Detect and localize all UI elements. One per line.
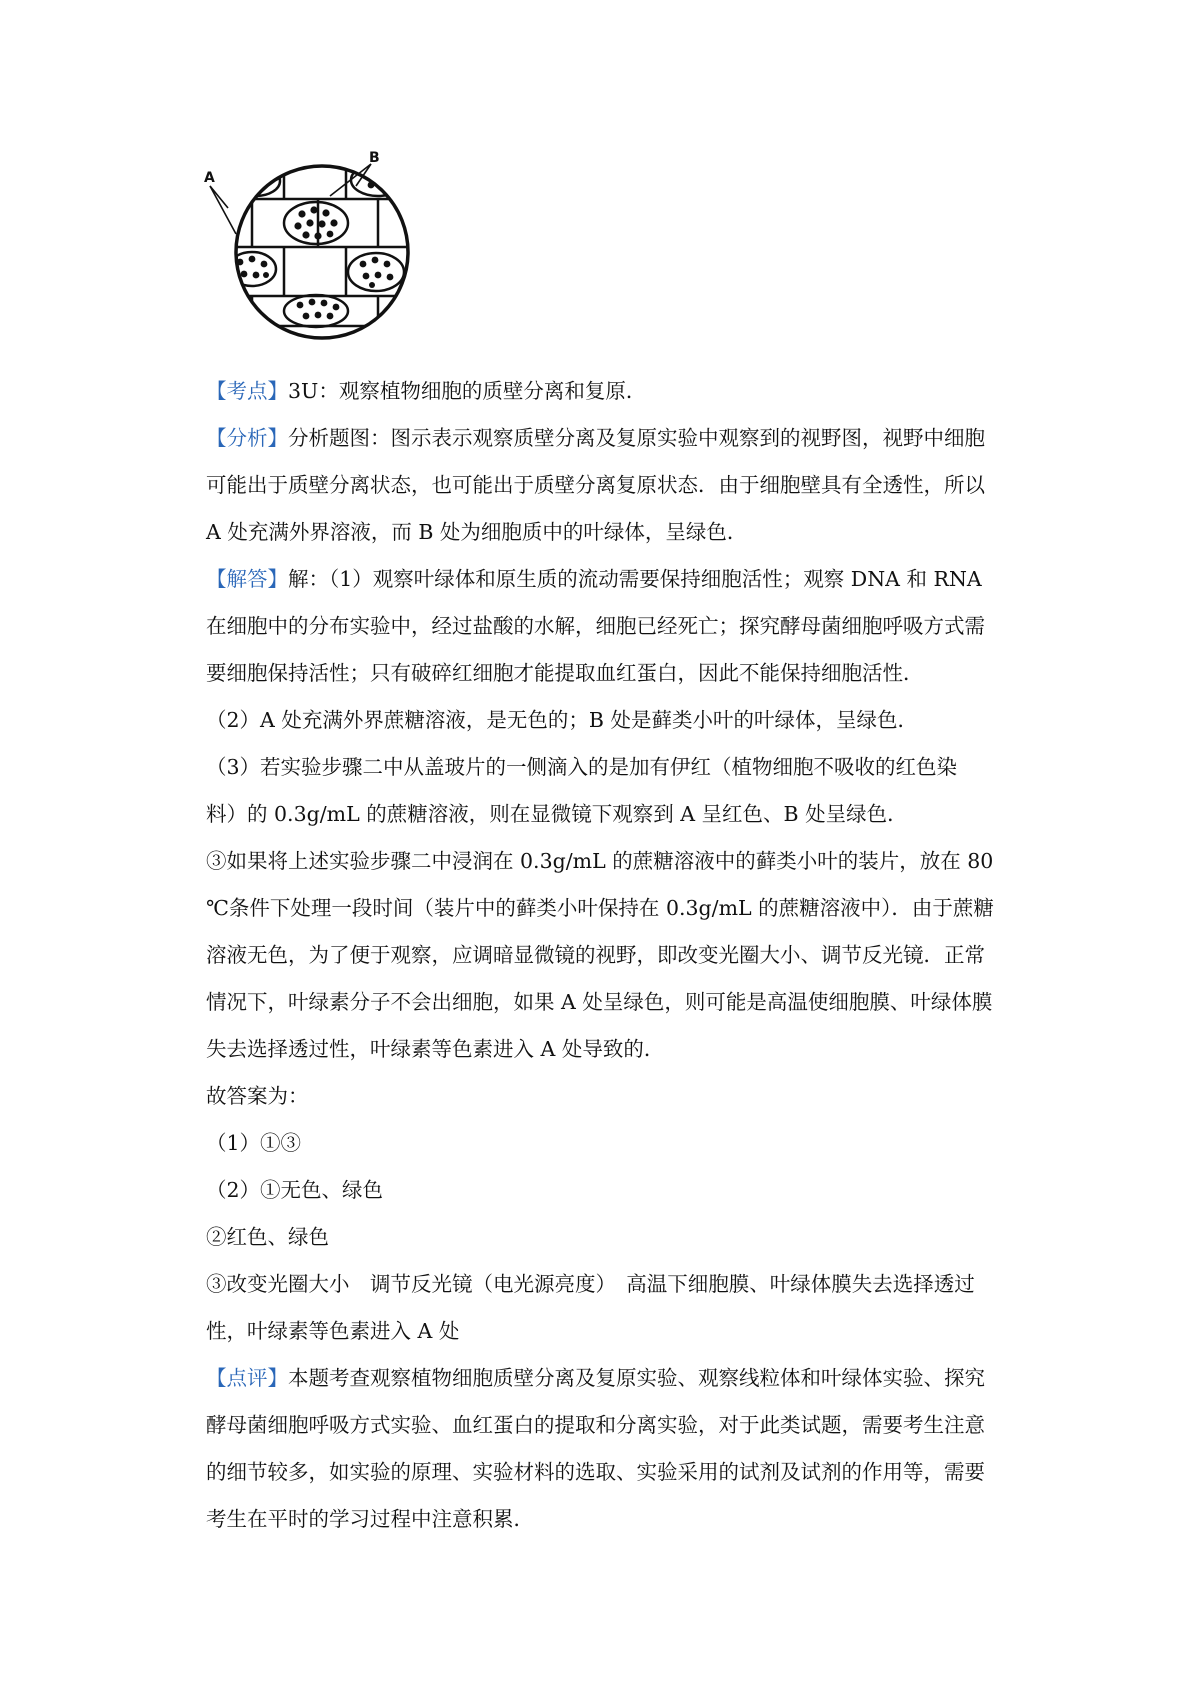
text-line: 失去选择透过性，叶绿素等色素进入 A 处导致的． bbox=[206, 1037, 665, 1061]
text-line: 的细节较多，如实验的原理、实验材料的选取、实验采用的试剂及试剂的作用等，需要 bbox=[206, 1460, 985, 1484]
text-line: （2）A 处充满外界蔗糖溶液，是无色的；B 处是藓类小叶的叶绿体，呈绿色． bbox=[206, 708, 918, 732]
text-line: ℃条件下处理一段时间（装片中的藓类小叶保持在 0.3g/mL 的蔗糖溶液中）．由于蔗糖 bbox=[206, 896, 994, 920]
paragraph bbox=[206, 1261, 1028, 1355]
text-line: ②红色、绿色 bbox=[206, 1225, 329, 1249]
paragraph bbox=[206, 697, 1028, 744]
paragraph bbox=[206, 1355, 1028, 1543]
text-line: 情况下，叶绿素分子不会出细胞，如果 A 处呈绿色，则可能是高温使细胞膜、叶绿体膜 bbox=[206, 990, 993, 1014]
figure-label-a: A bbox=[204, 170, 215, 186]
section-tag: 【分析】 bbox=[206, 426, 288, 450]
figure-label-b: B bbox=[369, 150, 380, 166]
text-line: A 处充满外界溶液，而 B 处为细胞质中的叶绿体，呈绿色． bbox=[206, 520, 748, 544]
paragraph bbox=[206, 556, 1028, 697]
text-line: （2）①无色、绿色 bbox=[206, 1178, 384, 1202]
text-line: 解：（1）观察叶绿体和原生质的流动需要保持细胞活性；观察 DNA 和 RNA bbox=[288, 567, 982, 591]
text-line: 性，叶绿素等色素进入 A 处 bbox=[206, 1319, 460, 1343]
text-line: （1）①③ bbox=[206, 1131, 302, 1155]
text-line: 可能出于质壁分离状态，也可能出于质壁分离复原状态．由于细胞壁具有全透性，所以 bbox=[206, 473, 985, 497]
paragraph bbox=[206, 1120, 1028, 1167]
answer-content bbox=[206, 368, 1028, 1543]
text-line: 酵母菌细胞呼吸方式实验、血红蛋白的提取和分离实验，对于此类试题，需要考生注意 bbox=[206, 1413, 985, 1437]
text-line: ③如果将上述实验步骤二中浸润在 0.3g/mL 的蔗糖溶液中的藓类小叶的装片，放在 80 bbox=[206, 849, 994, 873]
paragraph bbox=[206, 1073, 1028, 1120]
paragraph bbox=[206, 1214, 1028, 1261]
paragraph bbox=[206, 1167, 1028, 1214]
text-line: 故答案为： bbox=[206, 1084, 309, 1108]
paragraph bbox=[206, 368, 1028, 415]
paragraph bbox=[206, 744, 1028, 838]
text-line: 要细胞保持活性；只有破碎红细胞才能提取血红蛋白，因此不能保持细胞活性． bbox=[206, 661, 924, 685]
microscope-field-figure bbox=[206, 150, 406, 350]
section-tag: 【考点】 bbox=[206, 379, 288, 403]
text-line: ③改变光圈大小 调节反光镜（电光源亮度） 高温下细胞膜、叶绿体膜失去选择透过 bbox=[206, 1272, 975, 1296]
text-line: 料）的 0.3g/mL 的蔗糖溶液，则在显微镜下观察到 A 呈红色、B 处呈绿色． bbox=[206, 802, 908, 826]
text-line: （3）若实验步骤二中从盖玻片的一侧滴入的是加有伊红（植物细胞不吸收的红色染 bbox=[206, 755, 958, 779]
text-line: 溶液无色，为了便于观察，应调暗显微镜的视野，即改变光圈大小、调节反光镜．正常 bbox=[206, 943, 985, 967]
text-line: 3U：观察植物细胞的质壁分离和复原． bbox=[288, 379, 647, 403]
section-tag: 【解答】 bbox=[206, 567, 288, 591]
text-line: 分析题图：图示表示观察质壁分离及复原实验中观察到的视野图，视野中细胞 bbox=[288, 426, 985, 450]
paragraph bbox=[206, 415, 1028, 556]
text-line: 在细胞中的分布实验中，经过盐酸的水解，细胞已经死亡；探究酵母菌细胞呼吸方式需 bbox=[206, 614, 985, 638]
text-line: 考生在平时的学习过程中注意积累． bbox=[206, 1507, 534, 1531]
paragraph bbox=[206, 838, 1028, 1073]
section-tag: 【点评】 bbox=[206, 1366, 288, 1390]
text-line: 本题考查观察植物细胞质壁分离及复原实验、观察线粒体和叶绿体实验、探究 bbox=[288, 1366, 985, 1390]
